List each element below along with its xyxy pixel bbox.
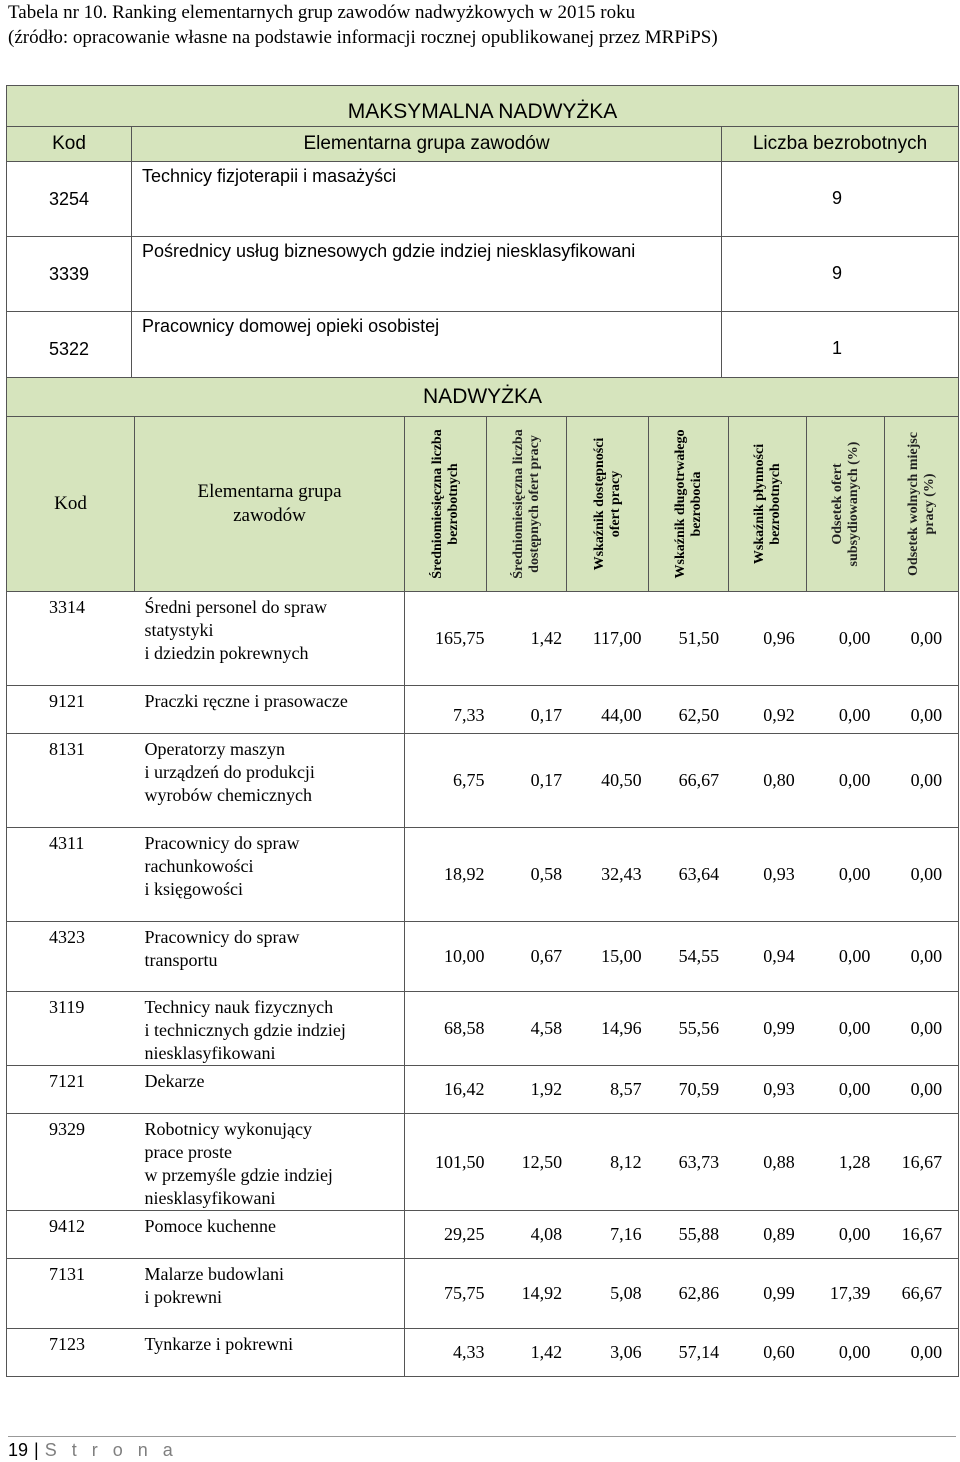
header-count: Liczba bezrobotnych xyxy=(722,127,959,162)
table-row xyxy=(7,1211,959,1259)
row-kod: 9412 xyxy=(7,1211,135,1259)
row-kod: 7123 xyxy=(7,1329,135,1377)
row-value: 17,39 xyxy=(829,1283,871,1303)
row-values xyxy=(405,592,959,686)
row-value: 0,00 xyxy=(838,864,871,884)
header-avg-unemployed xyxy=(405,417,487,592)
row-name xyxy=(135,1211,405,1259)
row-name-line: niesklasyfikowani xyxy=(144,1043,276,1063)
row-value: 14,92 xyxy=(521,1283,563,1303)
table-row xyxy=(7,312,959,387)
page-number: 19 xyxy=(8,1440,29,1460)
row-value: 8,12 xyxy=(610,1151,642,1172)
row-count: 9 xyxy=(831,188,842,208)
header-kod: Kod xyxy=(7,127,132,162)
row-value: 68,58 xyxy=(444,1018,485,1038)
row-kod: 7131 xyxy=(7,1259,135,1329)
row-kod: 3254 xyxy=(7,162,132,237)
caption-line-1: Tabela nr 10. Ranking elementarnych grup zawodów nadwyżkowych w 2015 roku xyxy=(8,2,636,23)
row-name-line: Robotnicy wykonujący xyxy=(144,1119,312,1139)
row-value: 6,75 xyxy=(453,770,485,790)
row-value: 55,88 xyxy=(678,1224,720,1244)
row-name-line: Praczki ręczne i prasowacze xyxy=(144,691,348,711)
header-liquidity-label: Wskaźnik płynności bezrobotnych xyxy=(751,443,783,565)
row-kod: 7121 xyxy=(7,1066,135,1114)
row-value: 32,43 xyxy=(601,864,642,884)
row-value: 0,00 xyxy=(910,770,943,790)
row-name-line: i urządzeń do produkcji xyxy=(144,762,315,782)
row-value: 117,00 xyxy=(592,628,642,648)
footer-rule xyxy=(8,1436,956,1437)
header-long-term xyxy=(649,417,729,592)
row-name: Pośrednicy usług biznesowych gdzie indziej niesklasyfikowani xyxy=(132,237,722,312)
row-name-line: i księgowości xyxy=(144,879,243,899)
row-value: 16,67 xyxy=(901,1151,943,1172)
row-value: 0,00 xyxy=(910,1079,943,1099)
row-value: 51,50 xyxy=(678,628,720,648)
header-kod: Kod xyxy=(7,417,135,592)
row-value: 0,00 xyxy=(838,1018,871,1038)
row-value: 54,55 xyxy=(678,946,720,966)
row-value: 0,00 xyxy=(910,1342,943,1362)
row-value: 0,00 xyxy=(910,864,943,884)
row-value: 7,33 xyxy=(453,705,485,725)
max-surplus-table xyxy=(6,85,959,387)
row-count: 9 xyxy=(831,263,842,283)
row-value: 0,00 xyxy=(838,946,871,966)
row-name xyxy=(135,1114,405,1211)
footer-separator: | xyxy=(34,1440,39,1460)
row-value: 14,96 xyxy=(601,1018,642,1038)
row-name: Technicy fizjoterapii i masażyści xyxy=(132,162,722,237)
row-value: 1,28 xyxy=(838,1151,871,1172)
row-name xyxy=(135,734,405,828)
caption-line-2: (źródło: opracowanie własne na podstawie informacji rocznej opublikowanej przez MRPiPS) xyxy=(8,27,718,48)
row-value: 0,00 xyxy=(910,1018,943,1038)
row-name xyxy=(135,828,405,922)
row-name-line: i pokrewni xyxy=(144,1287,222,1307)
row-value: 0,00 xyxy=(910,705,943,725)
row-value: 0,99 xyxy=(763,1018,795,1038)
row-name-line: Średni personel do spraw xyxy=(144,597,327,617)
table-row xyxy=(7,592,959,686)
surplus-banner: NADWYŻKA xyxy=(7,378,959,417)
row-name: Pracownicy domowej opieki osobistej xyxy=(132,312,722,387)
header-offer-availability-label: Wskaźnik dostępności ofert pracy xyxy=(591,437,623,571)
table-row xyxy=(7,1259,959,1329)
table-row xyxy=(7,734,959,828)
header-group xyxy=(135,417,405,592)
row-name-line: transportu xyxy=(144,950,218,970)
row-value: 66,67 xyxy=(901,1283,943,1303)
row-name xyxy=(135,686,405,734)
row-name xyxy=(135,592,405,686)
row-value: 1,42 xyxy=(530,628,563,648)
row-count: 1 xyxy=(831,338,842,358)
row-value: 40,50 xyxy=(601,770,642,790)
row-value: 0,00 xyxy=(838,770,871,790)
row-value: 44,00 xyxy=(601,705,642,725)
row-value: 5,08 xyxy=(610,1283,642,1303)
row-value: 0,00 xyxy=(838,1079,871,1099)
row-name xyxy=(135,922,405,992)
row-value: 0,00 xyxy=(838,1224,871,1244)
row-value: 12,50 xyxy=(521,1151,563,1172)
row-name-line: wyrobów chemicznych xyxy=(144,785,312,805)
row-count-cell xyxy=(722,312,959,387)
row-values xyxy=(405,734,959,828)
surplus-header-row xyxy=(7,417,959,592)
row-values xyxy=(405,1211,959,1259)
table-row xyxy=(7,1066,959,1114)
header-offer-availability xyxy=(567,417,649,592)
row-values xyxy=(405,992,959,1066)
row-value: 8,57 xyxy=(610,1079,642,1099)
row-value: 0,00 xyxy=(838,1342,871,1362)
row-value: 7,16 xyxy=(610,1224,642,1244)
row-name xyxy=(135,1259,405,1329)
row-kod: 3339 xyxy=(7,237,132,312)
row-value: 101,50 xyxy=(435,1151,485,1172)
max-surplus-banner: MAKSYMALNA NADWYŻKA xyxy=(7,86,959,127)
row-name-line: Tynkarze i pokrewni xyxy=(144,1334,294,1354)
row-kod: 9329 xyxy=(7,1114,135,1211)
row-name xyxy=(135,1066,405,1114)
row-count-cell xyxy=(722,162,959,237)
row-value: 4,08 xyxy=(530,1224,563,1244)
row-value: 15,00 xyxy=(601,946,642,966)
surplus-table xyxy=(6,377,959,1377)
header-avg-offers xyxy=(487,417,567,592)
row-value: 0,00 xyxy=(910,946,943,966)
row-name-line: prace proste xyxy=(144,1142,232,1162)
row-name-line: rachunkowości xyxy=(144,856,254,876)
page-footer xyxy=(8,1440,178,1461)
row-value: 1,92 xyxy=(530,1079,563,1099)
row-values xyxy=(405,828,959,922)
row-value: 66,67 xyxy=(678,770,720,790)
header-vacancies-label: Odsetek wolnych miejsc pracy (%) xyxy=(905,432,937,576)
row-value: 70,59 xyxy=(678,1079,720,1099)
row-kod: 4323 xyxy=(7,922,135,992)
row-value: 4,33 xyxy=(453,1342,485,1362)
row-kod: 8131 xyxy=(7,734,135,828)
row-name-line: w przemyśle gdzie indziej xyxy=(144,1165,333,1185)
row-name-line: Pracownicy do spraw xyxy=(144,927,300,947)
row-name-line: Malarze budowlani xyxy=(144,1264,284,1284)
row-value: 57,14 xyxy=(678,1342,720,1362)
row-name-line: i technicznych gdzie indziej xyxy=(144,1020,346,1040)
table-row xyxy=(7,162,959,237)
row-value: 0,99 xyxy=(763,1283,795,1303)
header-liquidity xyxy=(729,417,807,592)
row-name-line: Technicy nauk fizycznych xyxy=(144,997,334,1017)
row-value: 0,17 xyxy=(530,705,563,725)
row-value: 63,73 xyxy=(678,1151,720,1172)
row-value: 62,86 xyxy=(678,1283,720,1303)
row-value: 0,92 xyxy=(763,705,795,725)
row-value: 10,00 xyxy=(444,946,485,966)
row-values xyxy=(405,1114,959,1211)
row-value: 63,64 xyxy=(678,864,720,884)
row-name-line: Dekarze xyxy=(144,1071,205,1091)
row-value: 18,92 xyxy=(444,864,485,884)
row-kod: 3119 xyxy=(7,992,135,1066)
row-value: 62,50 xyxy=(678,705,720,725)
table-row xyxy=(7,828,959,922)
row-name-line: Pracownicy do spraw xyxy=(144,833,300,853)
table-row xyxy=(7,922,959,992)
row-values xyxy=(405,1066,959,1114)
row-name-line: niesklasyfikowani xyxy=(144,1188,276,1208)
row-value: 3,06 xyxy=(610,1342,642,1362)
table-row xyxy=(7,1114,959,1211)
row-value: 55,56 xyxy=(678,1018,720,1038)
row-value: 0,58 xyxy=(530,864,563,884)
row-value: 0,00 xyxy=(838,705,871,725)
row-value: 0,96 xyxy=(763,628,795,648)
row-kod: 3314 xyxy=(7,592,135,686)
row-kod: 5322 xyxy=(7,312,132,387)
header-group: Elementarna grupa zawodów xyxy=(132,127,722,162)
table-row xyxy=(7,992,959,1066)
table-row xyxy=(7,686,959,734)
row-value: 16,67 xyxy=(901,1224,943,1244)
row-value: 0,93 xyxy=(763,864,795,884)
row-name-line: i dziedzin pokrewnych xyxy=(144,643,309,663)
header-subsidized-label: Odsetek ofert subsydiowanych (%) xyxy=(829,441,861,567)
header-group-label: Elementarna grupa zawodów xyxy=(197,481,342,526)
table-caption xyxy=(8,0,958,50)
row-value: 0,94 xyxy=(763,946,795,966)
header-subsidized xyxy=(807,417,885,592)
row-value: 0,17 xyxy=(530,770,563,790)
row-kod: 9121 xyxy=(7,686,135,734)
row-value: 0,67 xyxy=(530,946,563,966)
row-value: 0,00 xyxy=(838,628,871,648)
header-avg-offers-label: Średniomiesięczna liczba dostępnych ofert pracy xyxy=(510,429,542,579)
row-value: 29,25 xyxy=(444,1224,485,1244)
row-value: 75,75 xyxy=(444,1283,485,1303)
row-value: 0,60 xyxy=(763,1342,795,1362)
row-name xyxy=(135,992,405,1066)
page-label: S t r o n a xyxy=(44,1440,178,1460)
header-long-term-label: Wskaźnik długotrwałego bezrobocia xyxy=(672,429,704,579)
header-avg-unemployed-label: Średniomiesięczna liczba bezrobotnych xyxy=(429,429,461,579)
row-value: 4,58 xyxy=(530,1018,563,1038)
row-value: 16,42 xyxy=(444,1079,485,1099)
row-values xyxy=(405,1329,959,1377)
header-vacancies xyxy=(885,417,959,592)
row-value: 0,80 xyxy=(763,770,795,790)
row-value: 0,00 xyxy=(910,628,943,648)
row-value: 1,42 xyxy=(530,1342,563,1362)
row-value: 0,88 xyxy=(763,1151,795,1172)
row-value: 165,75 xyxy=(435,628,485,648)
row-name-line: Operatorzy maszyn xyxy=(144,739,285,759)
row-value: 0,93 xyxy=(763,1079,795,1099)
surplus-body xyxy=(7,592,959,1377)
row-count-cell xyxy=(722,237,959,312)
row-values xyxy=(405,1259,959,1329)
table-row xyxy=(7,237,959,312)
row-values xyxy=(405,686,959,734)
row-kod: 4311 xyxy=(7,828,135,922)
table-row xyxy=(7,1329,959,1377)
row-value: 0,89 xyxy=(763,1224,795,1244)
row-name-line: statystyki xyxy=(144,620,214,640)
row-values xyxy=(405,922,959,992)
row-name xyxy=(135,1329,405,1377)
row-name-line: Pomoce kuchenne xyxy=(144,1216,276,1236)
